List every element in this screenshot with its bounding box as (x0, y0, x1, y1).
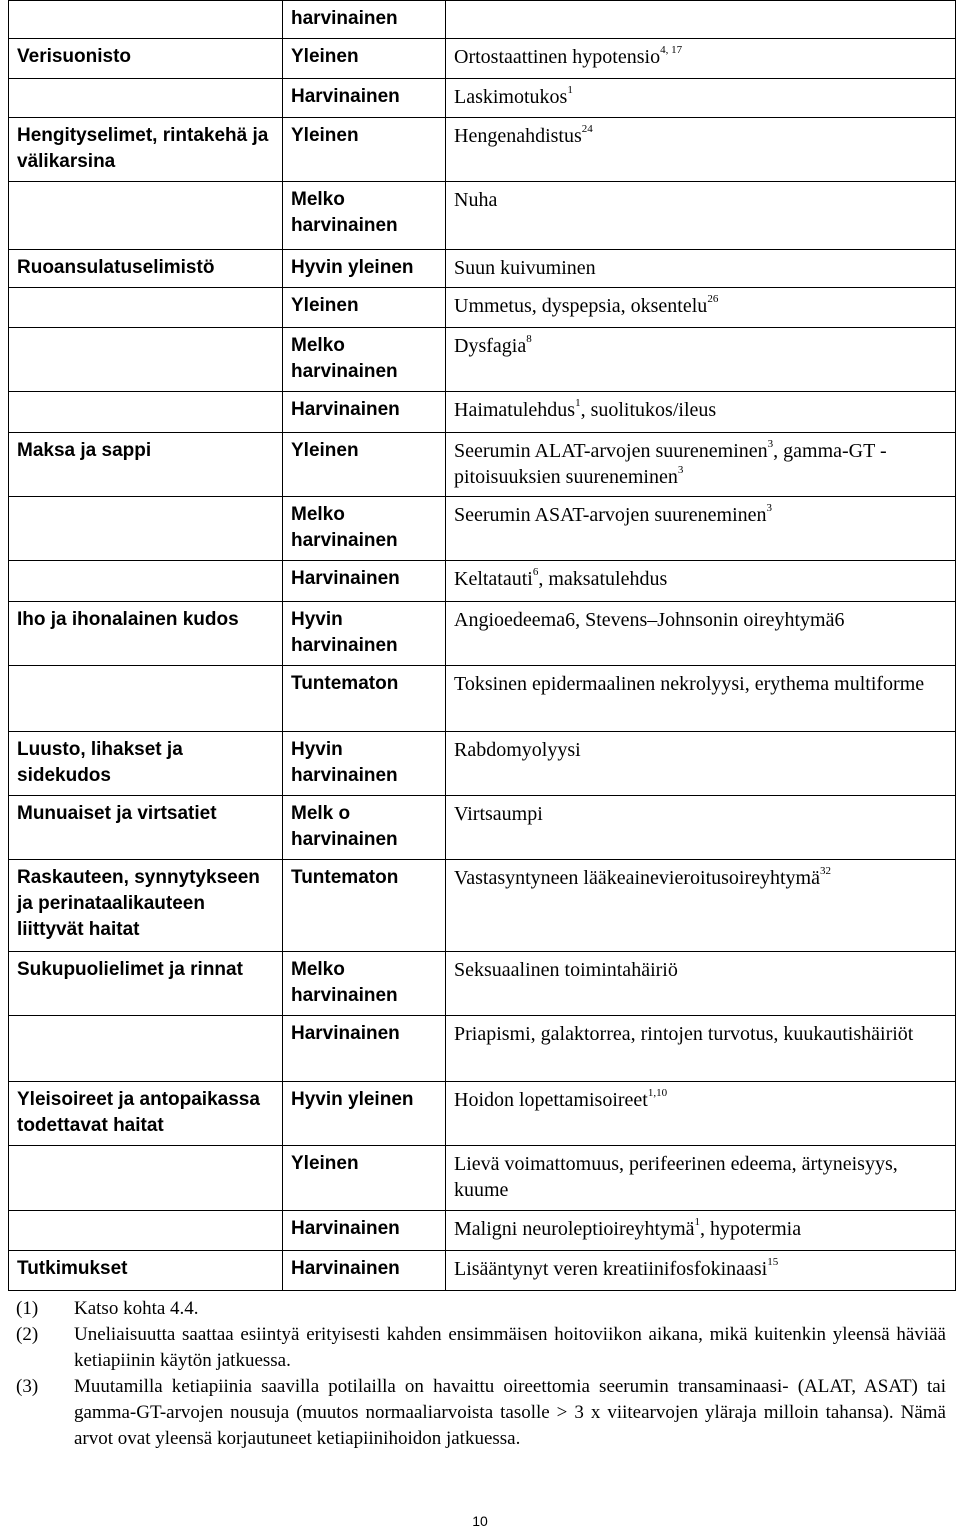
reaction-text: Hengenahdistus (454, 125, 582, 147)
footnote (16, 1374, 946, 1452)
reaction-text: Priapismi, galaktorrea, rintojen turvotus, kuukautishäiriöt (454, 1023, 914, 1045)
table-row (9, 796, 956, 860)
reaction-text: Lisääntynyt veren kreatiinifosfokinaasi (454, 1258, 768, 1280)
reference-superscript: 6 (532, 566, 539, 579)
footnote-text: Uneliaisuutta saattaa esiintyä erityisesti kahden ensimmäisen hoitoviikon aikana, mikä kuitenkin yleensä häviää ketiapiinin käytön jatkuessa. (74, 1324, 946, 1371)
table-row (9, 732, 956, 796)
organ-class-cell: Luusto, lihakset ja sidekudos (9, 732, 283, 796)
reaction-text: Laskimotukos (454, 86, 568, 108)
frequency-cell: Harvinainen (283, 392, 446, 433)
organ-class-cell (9, 288, 283, 328)
reaction-cell (446, 79, 956, 118)
table-row (9, 250, 956, 288)
frequency-cell: Harvinainen (283, 79, 446, 118)
reaction-cell (446, 860, 956, 952)
reaction-cell (446, 952, 956, 1016)
reaction-cell (446, 1211, 956, 1251)
reaction-cell (446, 288, 956, 328)
frequency-cell: Hyvin yleinen (283, 1082, 446, 1146)
reaction-cell (446, 39, 956, 79)
table-row (9, 1082, 956, 1146)
organ-class-cell: Verisuonisto (9, 39, 283, 79)
table-row (9, 118, 956, 182)
footnote-number: (1) (16, 1298, 39, 1319)
reaction-text: Virtsaumpi (454, 803, 543, 825)
frequency-cell: Hyvin yleinen (283, 250, 446, 288)
reaction-cell (446, 118, 956, 182)
reference-superscript: 3 (767, 438, 774, 451)
reaction-text: Toksinen epidermaalinen nekrolyysi, erythema multiforme (454, 673, 925, 695)
reaction-cell (446, 182, 956, 250)
reaction-text: Maligni neuroleptioireyhtymä (454, 1218, 695, 1240)
frequency-cell: Harvinainen (283, 561, 446, 602)
organ-class-cell: Tutkimukset (9, 1251, 283, 1291)
frequency-cell: Yleinen (283, 39, 446, 79)
reaction-text: Haimatulehdus (454, 399, 576, 421)
reaction-text: Ummetus, dyspepsia, oksentelu (454, 295, 708, 317)
frequency-cell: Melk o harvinainen (283, 796, 446, 860)
table-row (9, 79, 956, 118)
organ-class-cell (9, 79, 283, 118)
organ-class-cell (9, 497, 283, 561)
reference-superscript: 3 (766, 502, 773, 515)
frequency-cell: Melko harvinainen (283, 182, 446, 250)
table-row (9, 561, 956, 602)
reaction-cell (446, 1, 956, 39)
footnote-text: Muutamilla ketiapiinia saavilla potilailla on havaittu oireettomia seerumin transaminaasi- (ALAT, ASAT) tai gamma-GT-arvojen nousuja (muutos normaaliarvoista tasolle > 3 x viitearvojen yläraja milloin tahansa). Nämä arvot ovat yleensä korjautuneet ketiapiinihoidon jatkuessa. (74, 1376, 946, 1449)
table-row (9, 39, 956, 79)
reaction-text: Angioedeema6, Stevens–Johnsonin oireyhtymä6 (454, 609, 845, 631)
frequency-cell: Tuntematon (283, 860, 446, 952)
reference-superscript: 1 (575, 397, 581, 410)
reaction-cell (446, 497, 956, 561)
reaction-cell (446, 328, 956, 392)
table-row (9, 860, 956, 952)
organ-class-cell: Hengityselimet, rintakehä ja välikarsina (9, 118, 283, 182)
reference-superscript: 32 (820, 865, 831, 878)
reaction-cell (446, 1082, 956, 1146)
reaction-text: Hoidon lopettamisoireet (454, 1089, 648, 1111)
frequency-cell: Yleinen (283, 433, 446, 497)
reference-superscript: 26 (707, 293, 719, 306)
table-row (9, 666, 956, 732)
footnotes (16, 1296, 946, 1452)
table-row (9, 1146, 956, 1211)
frequency-cell: Melko harvinainen (283, 952, 446, 1016)
reaction-text: Seerumin ALAT-arvojen suureneminen (454, 440, 768, 462)
reaction-text-continued: , gamma-GT -pitoisuuksien suureneminen (454, 440, 887, 488)
reaction-cell (446, 250, 956, 288)
reaction-cell (446, 732, 956, 796)
frequency-cell: Tuntematon (283, 666, 446, 732)
frequency-cell: Yleinen (283, 1146, 446, 1211)
reference-superscript: 24 (581, 123, 593, 136)
frequency-cell: Melko harvinainen (283, 328, 446, 392)
organ-class-cell (9, 666, 283, 732)
reaction-cell (446, 1016, 956, 1082)
table-row (9, 602, 956, 666)
organ-class-cell (9, 1, 283, 39)
organ-class-cell: Munuaiset ja virtsatiet (9, 796, 283, 860)
reaction-cell (446, 666, 956, 732)
footnote-text: Katso kohta 4.4. (74, 1298, 199, 1319)
organ-class-cell (9, 1016, 283, 1082)
reaction-cell (446, 1146, 956, 1211)
reaction-text: Rabdomyolyysi (454, 739, 581, 761)
adverse-reactions-table (8, 0, 956, 1291)
frequency-cell: Yleinen (283, 118, 446, 182)
reaction-cell (446, 1251, 956, 1291)
reaction-cell (446, 602, 956, 666)
reaction-text: Lievä voimattomuus, perifeerinen edeema, ärtyneisyys, kuume (454, 1153, 898, 1201)
table-row (9, 288, 956, 328)
page-number: 10 (472, 1513, 488, 1529)
footnote (16, 1322, 946, 1374)
frequency-cell: harvinainen (283, 1, 446, 39)
table-row (9, 1251, 956, 1291)
table-row (9, 433, 956, 497)
reaction-text: Seerumin ASAT-arvojen suureneminen (454, 504, 767, 526)
reaction-text-continued: , maksatulehdus (538, 568, 668, 590)
reaction-text: Keltatauti (454, 568, 533, 590)
reference-superscript: 1 (694, 1216, 700, 1229)
table-row (9, 182, 956, 250)
organ-class-cell (9, 328, 283, 392)
reaction-cell (446, 561, 956, 602)
organ-class-cell (9, 392, 283, 433)
reaction-text: Suun kuivuminen (454, 257, 596, 279)
organ-class-cell: Raskauteen, synnytykseen ja perinataalikauteen liittyvät haitat (9, 860, 283, 952)
reaction-text: Ortostaattinen hypotensio (454, 46, 661, 68)
organ-class-cell (9, 182, 283, 250)
frequency-cell: Yleinen (283, 288, 446, 328)
reference-superscript: 1,10 (647, 1087, 668, 1100)
table-row (9, 952, 956, 1016)
organ-class-cell (9, 1146, 283, 1211)
footnote-number: (3) (16, 1376, 39, 1397)
table-row (9, 392, 956, 433)
organ-class-cell: Yleisoireet ja antopaikassa todettavat haitat (9, 1082, 283, 1146)
reaction-text: Dysfagia (454, 335, 527, 357)
footnote (16, 1296, 946, 1322)
reaction-cell (446, 392, 956, 433)
frequency-cell: Hyvin harvinainen (283, 602, 446, 666)
reaction-cell (446, 796, 956, 860)
organ-class-cell (9, 561, 283, 602)
organ-class-cell: Sukupuolielimet ja rinnat (9, 952, 283, 1016)
reaction-text: Nuha (454, 189, 498, 211)
organ-class-cell (9, 1211, 283, 1251)
table-row (9, 328, 956, 392)
frequency-cell: Harvinainen (283, 1251, 446, 1291)
reaction-text-continued: , suolitukos/ileus (580, 399, 717, 421)
frequency-cell: Melko harvinainen (283, 497, 446, 561)
frequency-cell: Hyvin harvinainen (283, 732, 446, 796)
organ-class-cell: Iho ja ihonalainen kudos (9, 602, 283, 666)
reference-superscript: 4, 17 (660, 44, 683, 57)
reaction-text-continued: , hypotermia (700, 1218, 802, 1240)
organ-class-cell: Maksa ja sappi (9, 433, 283, 497)
reaction-text: Seksuaalinen toimintahäiriö (454, 959, 678, 981)
frequency-cell: Harvinainen (283, 1211, 446, 1251)
reference-superscript: 3 (677, 464, 684, 477)
footnote-number: (2) (16, 1324, 39, 1345)
table-row (9, 497, 956, 561)
reaction-cell (446, 433, 956, 497)
reaction-text: Vastasyntyneen lääkeainevieroitusoireyhtymä (454, 867, 820, 889)
reference-superscript: 1 (567, 84, 573, 97)
table-row (9, 1, 956, 39)
table-row (9, 1016, 956, 1082)
reference-superscript: 15 (767, 1256, 779, 1269)
organ-class-cell: Ruoansulatuselimistö (9, 250, 283, 288)
reference-superscript: 8 (526, 333, 532, 346)
table-row (9, 1211, 956, 1251)
frequency-cell: Harvinainen (283, 1016, 446, 1082)
